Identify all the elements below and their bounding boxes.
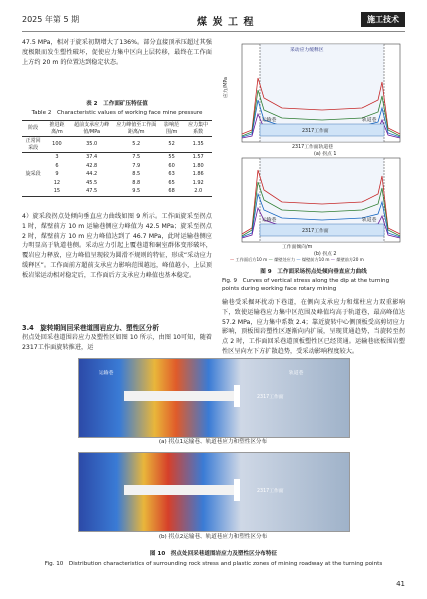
- section-paragraph: 拐点处回采巷道围岩应力及塑性区如图 10 所示，由图 10可知，随着 2317工作面旋转推进，运: [22, 334, 212, 351]
- fig9-caption-en: Fig. 9 Curves of vertical stress along the dip at the turning points during working face rotary mining: [222, 278, 390, 292]
- table-row: [22, 162, 212, 171]
- header-rule: [22, 31, 405, 32]
- table-cell: 8.8: [132, 179, 141, 186]
- legend-item: 煤壁前方10 m: [301, 257, 330, 262]
- table-header: 应力峰值至工作面距离/m: [116, 122, 157, 135]
- fig9-caption: 图 9 工作面采场拐点处倾向垂直应力曲线: [260, 269, 367, 275]
- table-cell: 1.86: [192, 171, 204, 177]
- section-heading: 3.4 旋转期间回采巷道围岩应力、塑性区分析: [22, 324, 159, 332]
- table-header: 阶段: [28, 125, 39, 132]
- xlabel: 工作面倾向/m: [282, 245, 313, 250]
- table-row: [22, 187, 212, 196]
- fig10-caption-en: Fig. 10 Distribution characteristics of surrounding rock stress and plastic zones of mining roadway at the turning points: [44, 561, 383, 567]
- legend: — 工作面后方10 m — 煤壁处应力 — 煤壁前方10 m — 煤壁前方20 m: [230, 257, 364, 262]
- face-label: 2317工作面: [257, 489, 284, 494]
- table-cell: 3: [55, 154, 59, 160]
- table-cell: 63: [168, 171, 175, 177]
- journal-title: 煤 炭 工 程: [197, 17, 255, 28]
- table-header: 推进距离/m: [49, 122, 65, 135]
- table-cell: 47.5: [86, 188, 98, 194]
- subcaption-a: (a) 拐点 1: [314, 152, 337, 157]
- table-title: 表 2 工作面矿压特征值: [86, 101, 148, 107]
- issue-label: 2025 年第 5 期: [22, 15, 80, 24]
- transport-road-label: 运输巷: [262, 118, 277, 123]
- table-cell: 5.2: [132, 141, 141, 148]
- table-cell: 12: [53, 179, 61, 186]
- table-cell: 正常回采段: [25, 138, 41, 151]
- page-number: 41: [396, 580, 405, 588]
- table-row: [22, 170, 212, 179]
- fig10-subcaption-a: (a) 拐点1运输巷、轨道巷应力和塑性区分布: [158, 439, 268, 445]
- table-row: [22, 179, 212, 188]
- legend-item: 工作面后方10 m: [235, 257, 268, 262]
- table-cell: 37.4: [86, 154, 98, 160]
- table-cell: 1.80: [192, 162, 204, 169]
- table-cell: 2.0: [194, 188, 203, 194]
- face-label: 2317工作面: [302, 229, 329, 234]
- track-road-label: 轨道巷: [362, 118, 377, 123]
- face-label: 2317工作面: [257, 395, 284, 400]
- table-cell: 52: [168, 141, 175, 148]
- transport-road-label: 运输巷: [262, 218, 277, 223]
- table-cell: 7.9: [132, 162, 141, 169]
- contour-panel-b: [78, 452, 350, 532]
- table-row: [22, 137, 212, 153]
- track-road-label: 轨道巷: [362, 218, 377, 223]
- track-road-label: 轨道巷: [289, 371, 304, 376]
- table-cell: 1.57: [192, 154, 204, 160]
- page-header: [22, 14, 405, 30]
- table-cell: 60: [168, 162, 175, 169]
- table-cell: 15: [53, 188, 61, 194]
- legend-item: 煤壁处应力: [274, 257, 296, 262]
- fig10-subcaption-b: (b) 拐点2运输巷、轨道巷应力和塑性区分布: [158, 534, 268, 540]
- left-paragraph-1: 47.5 MPa，相对于旋采初期增大了136%。部分直接顶承压超过其强度极限而发生塑性破坏，促使应力集中区向上层转移，最终在工作面上方约 20 m 的位置达到稳定状态。: [22, 39, 212, 66]
- mine-pressure-table: [22, 120, 212, 197]
- ylabel: 应力/MPa: [224, 77, 229, 98]
- table-cell: 1.35: [192, 141, 204, 148]
- table-cell: 7.5: [132, 154, 141, 160]
- table-cell: 9.5: [132, 188, 141, 194]
- figure-10: [78, 358, 348, 546]
- table-cell: 100: [52, 141, 62, 148]
- table-cell: 42.8: [86, 162, 98, 169]
- table-header: 影响范围/m: [164, 122, 180, 135]
- figure-9: [222, 38, 405, 266]
- left-paragraph-2: 4）旋采段拐点处倾向垂直应力曲线如图 9 所示。工作面旋采至拐点 1 时，煤壁前方 10 m 运输巷侧应力峰值为 42.5 MPa；旋采至拐点 2 时，煤壁前方 10 m 应力峰值达到了 46.7 MPa，此时运输巷侧应力明显高于轨道巷侧。采动应力引起上覆巷道和硐室群体变形破坏，覆岩应力释放，应力峰值呈现较为圆滑不规则的特征，形成“采动应力缓释区”。工作面前方超前支承应力影响范围越远，峰值越小，上层顶板岩梁运动相对稳定后，工作面后方支承应力峰值也基本稳定。: [22, 213, 212, 279]
- legend-item: 煤壁前方20 m: [336, 257, 364, 262]
- table-cell: 35.0: [86, 141, 98, 148]
- table-cell: 55: [168, 154, 175, 160]
- table-cell: 9: [55, 171, 59, 177]
- table-cell: 6: [55, 162, 59, 169]
- table-row: [22, 153, 212, 162]
- table-header: 超前支承应力峰值/MPa: [74, 122, 110, 135]
- table-cell: 8.5: [132, 171, 141, 177]
- contour-panel-a: [78, 358, 350, 438]
- table-title-en: Table 2 Characteristic values of working face mine pressure: [31, 110, 203, 116]
- right-paragraph: 输巷受采掘环扰动下巷道，在侧向支承应力和煤柱应力双重影响下，致使运输巷应力集中区范围及峰值均高于轨道巷，最高峰值达 57.2 MPa，应力集中系数 2.4；靠近旋转中心侧顶板受高剪切应力影响，顶板围岩塑性区逐渐向内扩展，呈现贯通趋势，当旋转至拐点 2 时，工作面回采巷道顶板塑性区已经贯通。运输巷底板围岩塑性区呈向左下方扩散趋势，受采动影响程度较大。: [222, 299, 405, 355]
- release-zone-label: 采动应力缓释区: [290, 48, 324, 53]
- table-cell: 65: [168, 179, 175, 186]
- table-cell: 旋采段: [25, 171, 41, 177]
- table-cell: 44.2: [86, 171, 98, 177]
- table-cell: 68: [168, 188, 175, 194]
- fig10-caption: 图 10 拐点处回采巷道围岩应力及塑性区分布特征: [149, 551, 278, 557]
- table-cell: 45.5: [86, 179, 98, 186]
- column-badge: 施工技术: [361, 12, 405, 27]
- subcaption-b: (b) 拐点 2: [314, 252, 337, 257]
- face-road-label: 2317工作面轨道巷: [292, 145, 333, 150]
- face-label: 2317工作面: [302, 129, 329, 134]
- table-header: 应力集中系数: [188, 122, 209, 135]
- table-cell: 1.92: [192, 179, 204, 186]
- transport-road-label: 运输巷: [99, 371, 114, 376]
